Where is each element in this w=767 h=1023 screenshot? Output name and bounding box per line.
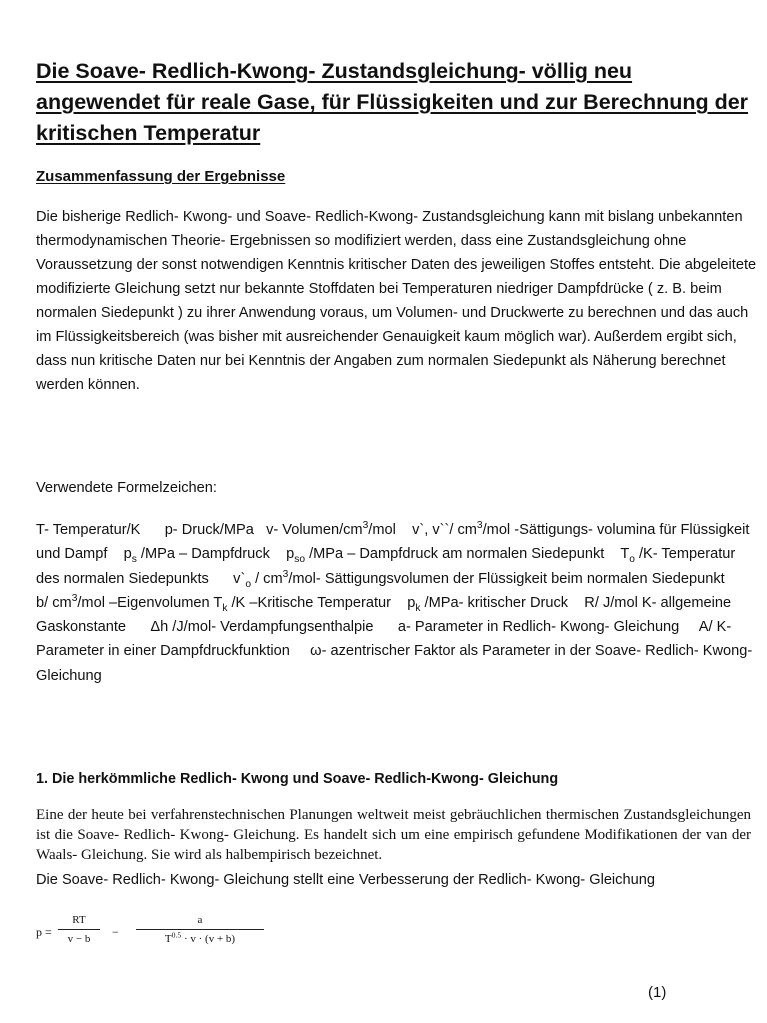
- symbol-vapor-pressure-boiling: $p_{so}$ /MPa – Dampfdruck am normalen Siedepunkt: [286, 546, 605, 566]
- equation-1: [36, 912, 296, 962]
- fraction-bar: [58, 929, 100, 930]
- document-title: Die Soave- Redlich-Kwong- Zustandsgleichung- völlig neu angewendet für reale Gase, für Flüssigkeiten und zur Berechnung der kritischen Temperatur: [36, 59, 749, 145]
- fraction-rt-numerator: RT: [72, 914, 86, 926]
- symbol-pressure: p- Druck/MPa: [164, 522, 254, 538]
- symbol-acentric-factor: ω- azentrischer Faktor als Parameter in der Soave- Redlich- Kwong- Gleichung: [36, 643, 753, 684]
- fraction-rt-denominator: v − b: [67, 933, 91, 945]
- section-1-heading: 1. Die herkömmliche Redlich- Kwong und Soave- Redlich-Kwong- Gleichung: [36, 771, 559, 787]
- summary-paragraph: Die bisherige Redlich- Kwong- und Soave- Redlich-Kwong- Zustandsgleichung kann mit bislang unbekannten thermodynamischen Theorie- Ergebnissen so modifiziert werden, dass eine Zustandsgleichung ohne Voraussetzung der sonst notwendigen Kenntnis kritischer Daten des jeweiligen Stoffes entsteht. Die abgeleitete modifizierte Gleichung setzt nur bekannte Stoffdaten bei Temperaturen niedriger Dampfdrücke ( z. B. beim normalen Siedepunkt ) zu ihrer Anwendung voraus, um Volumen- und Druckwerte zu berechnen und das auch im Flüssigkeitsbereich (was bisher mit ausreichender Genauigkeit kaum möglich war). Außerdem ergibt sich, dass nun kritische Daten nur bei Kenntnis der Angaben zum normalen Siedepunkt als Näherung berechnet werden können.: [36, 209, 757, 393]
- symbol-temperature: T- Temperatur/K: [36, 522, 141, 538]
- symbol-eigenvolume: b/ $cm^3$/mol –Eigenvolumen: [36, 593, 210, 611]
- fraction-a: [136, 912, 264, 947]
- summary-heading: Zusammenfassung der Ergebnisse: [36, 168, 286, 185]
- symbol-boiling-temperature: $T_o$ /K- Temperatur des normalen Siedepunkts: [36, 546, 736, 587]
- equation-lhs: p =: [36, 925, 52, 939]
- symbols-list: [36, 518, 761, 688]
- symbol-parameter-A: A/ K- Parameter in einer Dampfdruckfunktion: [36, 619, 732, 660]
- fraction-a-denominator: $T^{0.5} \cdot v \cdot (v + b)$: [164, 930, 236, 945]
- symbol-gas-constant: R/ J/mol K- allgemeine Gaskonstante: [36, 594, 732, 636]
- symbol-saturation-volumes: v`, v``/ $cm^3$/mol -Sättigungs- volumina für Flüssigkeit und Dampf: [36, 520, 750, 563]
- symbols-heading: Verwendete Formelzeichen:: [36, 480, 217, 496]
- symbol-enthalpy: Δh /J/mol- Verdampfungsenthalpie: [150, 619, 374, 636]
- section-1-intro-formula: Die Soave- Redlich- Kwong- Gleichung stellt eine Verbesserung der Redlich- Kwong- Gleichung: [36, 872, 655, 888]
- fraction-rt: [58, 912, 100, 947]
- section-1-paragraph: Eine der heute bei verfahrenstechnischen Planungen weltweit meist gebräuchlichen thermischen Zustandsgleichungen ist die Soave- Redlich- Kwong- Gleichung. Es handelt sich um eine empirisch gefundene Modifikationen der van der Waals- Gleichung. Sie wird als halbempirisch bezeichnet.: [36, 807, 751, 863]
- symbol-critical-pressure: $p_k$ /MPa- kritischer Druck: [407, 594, 569, 614]
- symbol-critical-temperature: $T_k$ /K –Kritische Temperatur: [213, 594, 392, 614]
- fraction-bar: [136, 929, 264, 930]
- fraction-a-numerator: a: [197, 914, 203, 926]
- equation-number: (1): [648, 984, 667, 1001]
- symbol-vapor-pressure: $p_s$ /MPa – Dampfdruck: [123, 546, 270, 566]
- symbol-parameter-a: a- Parameter in Redlich- Kwong- Gleichung: [397, 619, 680, 636]
- symbol-saturation-volume-liquid: $v`_o / cm^3/mol-$ Sättigungsvolumen der Flüssigkeit beim normalen Siedepunkt: [233, 568, 725, 590]
- equation-minus: −: [112, 925, 119, 939]
- symbol-volume: v- Volumen/$cm^3$/mol: [266, 520, 396, 538]
